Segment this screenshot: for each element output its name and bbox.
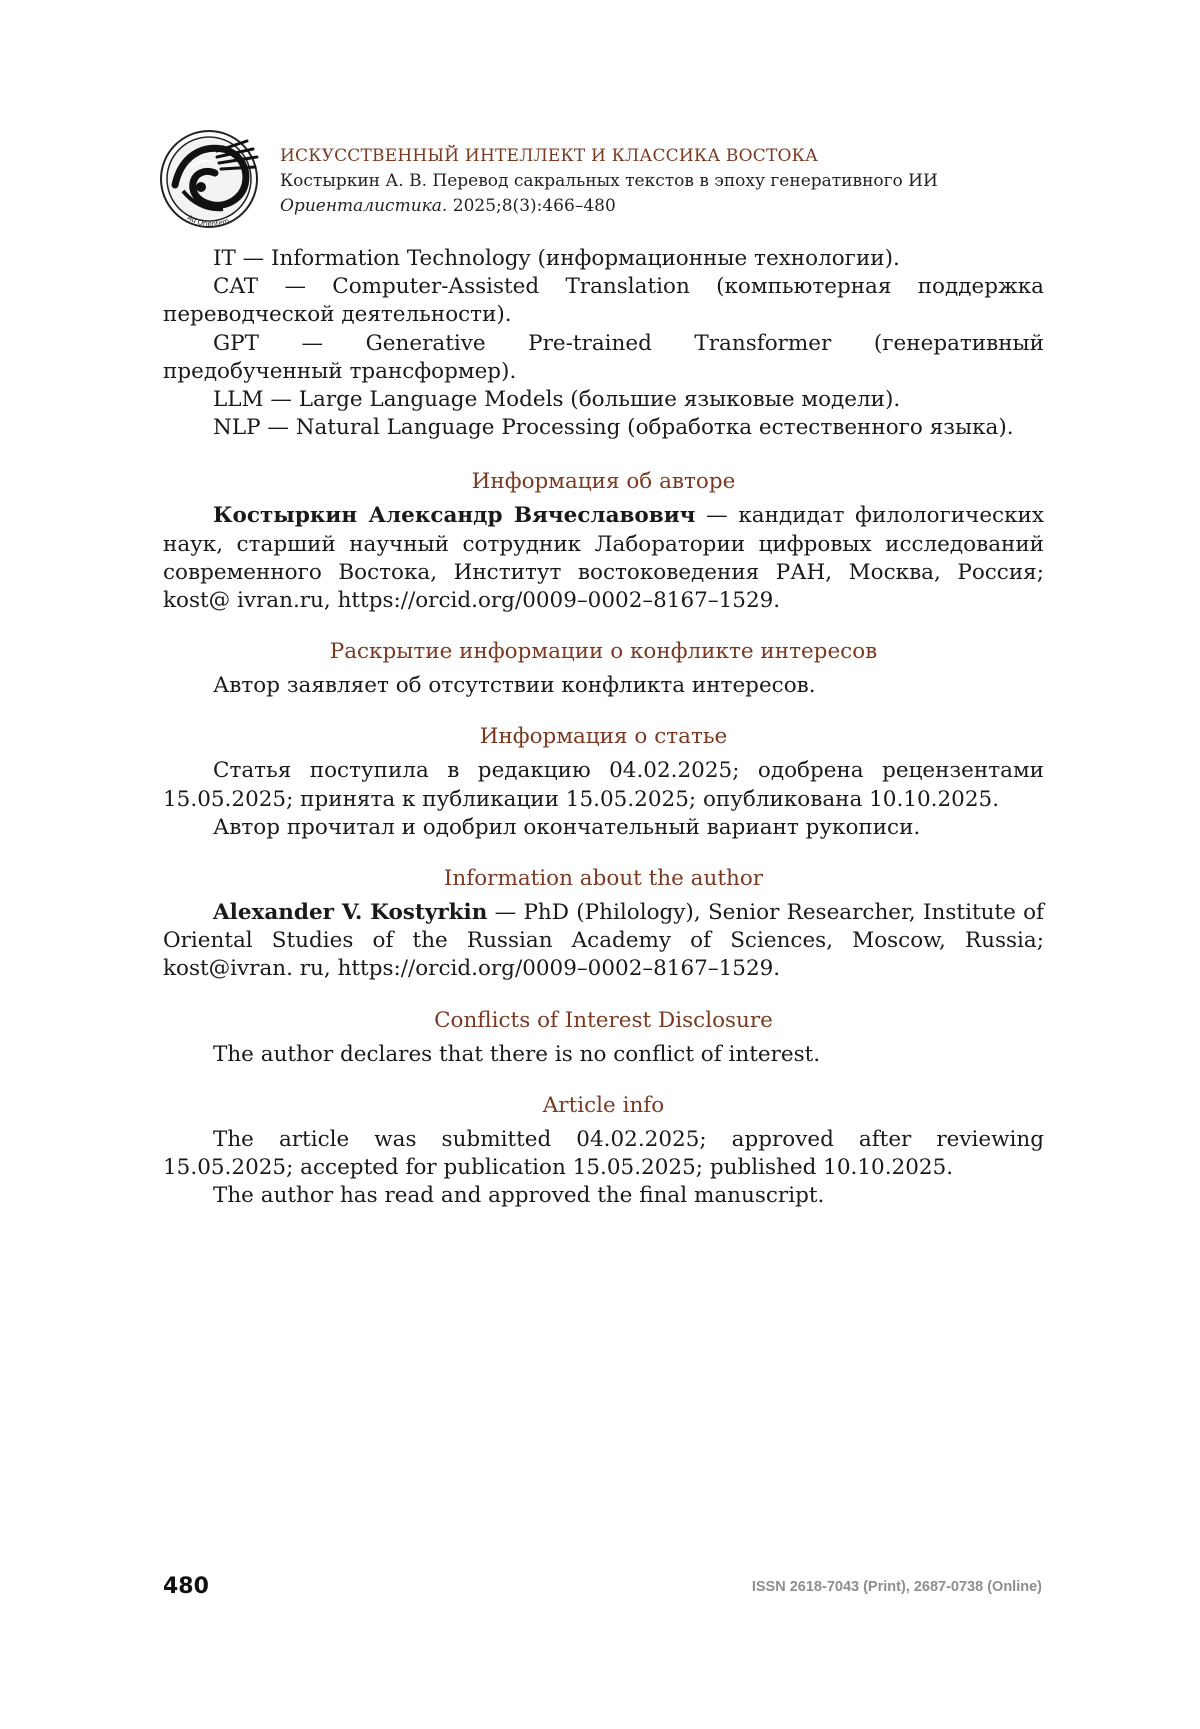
ru-author-name: Костыркин Александр Вячеславович: [213, 503, 696, 529]
en-conflict-text: The author declares that there is no conflict of interest.: [213, 1041, 821, 1067]
ru-conflict-heading: Раскрытие информации о конфликте интересов: [329, 639, 878, 665]
section-series-title: ИСКУССТВЕННЫЙ ИНТЕЛЛЕКТ И КЛАССИКА ВОСТОКА: [280, 146, 819, 166]
en-article-dates: The article was submitted 04.02.2025; approved after reviewing 15.05.2025; accepted for publication 15.05.2025; published 10.10.2025.: [163, 1126, 1044, 1181]
en-author-details: — PhD (Philology), Senior Researcher, Institute of Oriental Studies of the Russian Academy of Sciences, Moscow, Russia; kost@ivran. ru, https://orcid.org/0009–0002–8167–1529.: [163, 900, 1044, 982]
ru-article-dates: Статья поступила в редакцию 04.02.2025; одобрена рецензентами 15.05.2025; принята к публикации 15.05.2025; опубликована 10.10.2025.: [163, 758, 1044, 812]
abbreviation-nlp: NLP — Natural Language Processing (обработка естественного языка).: [213, 415, 1014, 441]
ru-author-details: — кандидат филологических наук, старший научный сотрудник Лаборатории цифровых исследований современного Востока, Институт востоковедения РАН, Москва, Россия; kost@ ivran.ru, https://orcid.org/0009–0002–8167–1529.: [163, 503, 1044, 614]
en-article-approval: The author has read and approved the final manuscript.: [213, 1183, 825, 1209]
abbreviation-llm: LLM — Large Language Models (большие языковые модели).: [213, 387, 901, 413]
ru-article-heading: Информация о статье: [479, 724, 728, 750]
journal-logo-icon: [157, 127, 269, 231]
ru-article-approval: Автор прочитал и одобрил окончательный вариант рукописи.: [213, 814, 921, 840]
en-conflict-heading: Conflicts of Interest Disclosure: [434, 1007, 773, 1033]
ru-author-info: [163, 502, 1044, 615]
article-reference: Костыркин А. В. Перевод сакральных текстов в эпоху генеративного ИИ: [280, 171, 938, 191]
logo-text: Ad Orientem: [185, 213, 231, 229]
en-article-heading: Article info: [542, 1092, 665, 1118]
ru-author-heading: Информация об авторе: [471, 469, 736, 495]
running-header: [280, 143, 1080, 219]
journal-citation: [280, 194, 1080, 219]
ru-conflict-text: Автор заявляет об отсутствии конфликта интересов.: [213, 673, 816, 699]
page-number: 480: [163, 1574, 209, 1599]
en-author-heading: Information about the author: [443, 866, 764, 892]
citation-details: 2025;8(3):466–480: [452, 196, 616, 216]
abbreviation-it: IT — Information Technology (информационные технологии).: [213, 246, 900, 271]
journal-name: Ориенталистика.: [280, 196, 448, 216]
issn-line: ISSN 2618-7043 (Print), 2687-0738 (Online): [751, 1579, 1042, 1595]
en-author-name: Alexander V. Kostyrkin: [213, 900, 488, 926]
abbreviation-cat: CAT — Computer-Assisted Translation (компьютерная поддержка переводческой деятельности).: [163, 274, 1044, 328]
article-body: [163, 245, 1044, 1210]
abbreviation-gpt: GPT — Generative Pre-trained Transformer (генеративный предобученный трансформер).: [163, 330, 1044, 384]
en-author-info: [163, 899, 1044, 984]
